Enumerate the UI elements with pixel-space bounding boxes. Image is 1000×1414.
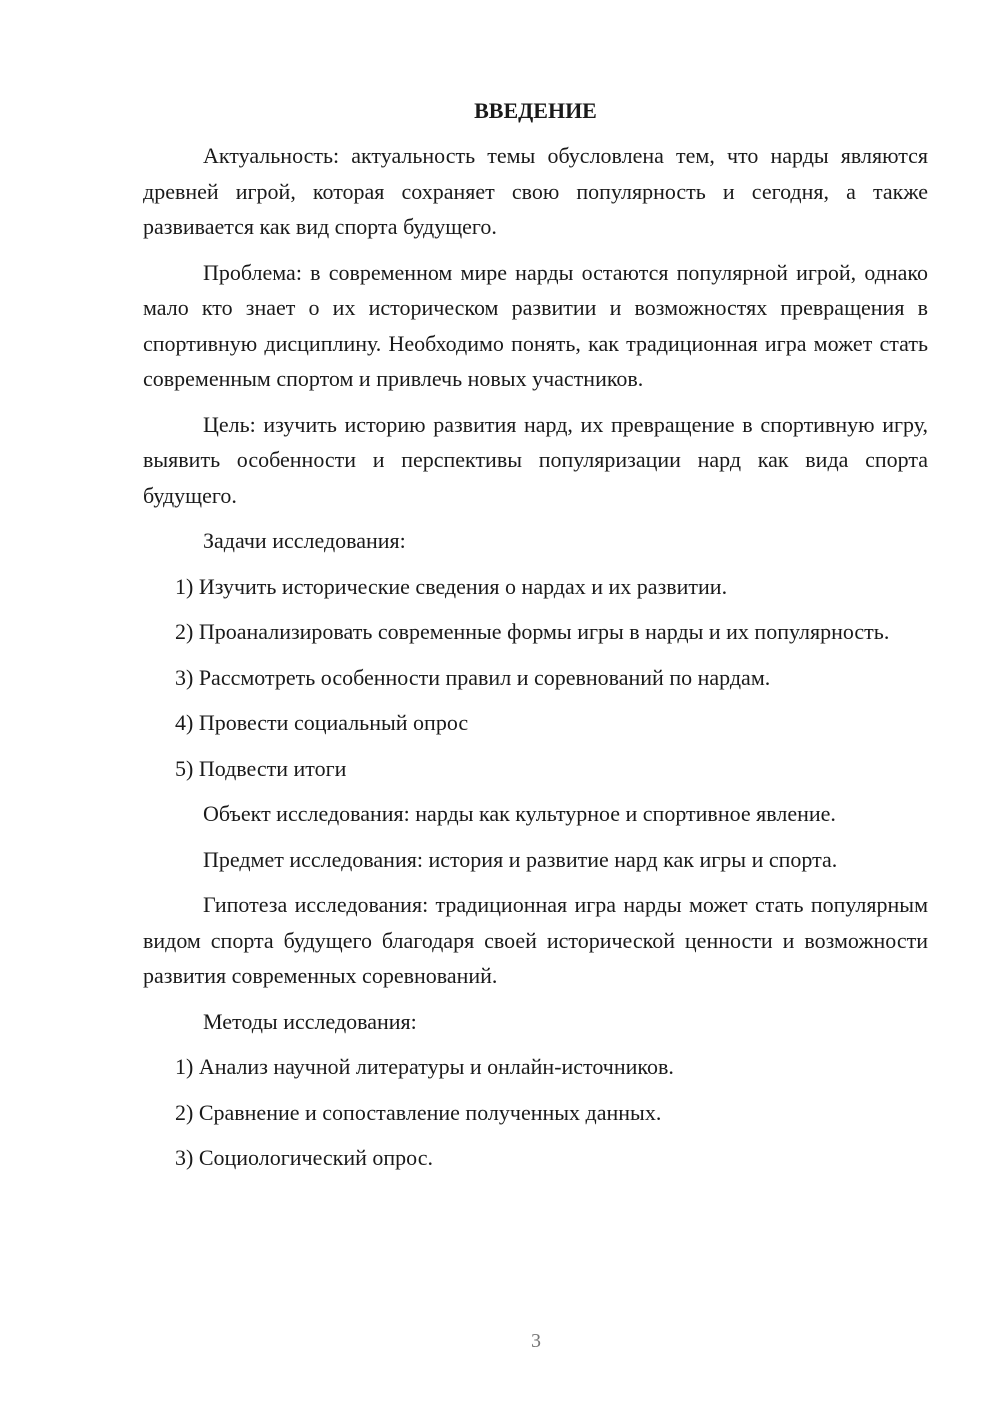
task-item-1: 1) Изучить исторические сведения о нардах и их развитии.: [175, 573, 728, 599]
paragraph-relevance: Актуальность: актуальность темы обусловлена тем, что нарды являются древней игрой, которая сохраняет свою популярность и сегодня, а также развивается как вид спорта будущего.: [143, 143, 928, 239]
paragraph-methods-title: Методы исследования:: [203, 1008, 417, 1034]
method-item-1: 1) Анализ научной литературы и онлайн-источников.: [175, 1054, 674, 1079]
method-item-2: 2) Сравнение и сопоставление полученных данных.: [175, 1099, 662, 1125]
method-item-3: 3) Социологический опрос.: [175, 1145, 433, 1170]
paragraph-goal: Цель: изучить историю развития нард, их превращение в спортивную игру, выявить особенности и перспективы популяризации нард как вида спорта будущего.: [143, 411, 928, 508]
task-item-4: 4) Провести социальный опрос: [175, 710, 469, 735]
page-content: [143, 93, 928, 1176]
page-number: 3: [531, 1330, 541, 1352]
paragraph-hypothesis: Гипотеза исследования: традиционная игра нарды может стать популярным видом спорта будущего благодаря своей исторической ценности и возможности развития современных соревнований.: [143, 892, 928, 988]
paragraph-tasks-title: Задачи исследования:: [203, 528, 406, 553]
task-item-2: 2) Проанализировать современные формы игры в нарды и их популярность.: [175, 619, 890, 644]
paragraph-object: Объект исследования: нарды как культурное и спортивное явление.: [203, 801, 836, 826]
paragraph-problem: Проблема: в современном мире нарды остаются популярной игрой, однако мало кто знает о их историческом развитии и возможностях превращения в спортивную дисциплину. Необходимо понять, как традиционная игра может стать современным спортом и привлечь новых участников.: [143, 259, 928, 391]
task-item-3: 3) Рассмотреть особенности правил и соревнований по нардам.: [175, 664, 771, 690]
paragraph-subject: Предмет исследования: история и развитие нард как игры и спорта.: [203, 846, 838, 872]
task-item-5: 5) Подвести итоги: [175, 755, 347, 781]
section-heading: ВВЕДЕНИЕ: [474, 98, 597, 123]
